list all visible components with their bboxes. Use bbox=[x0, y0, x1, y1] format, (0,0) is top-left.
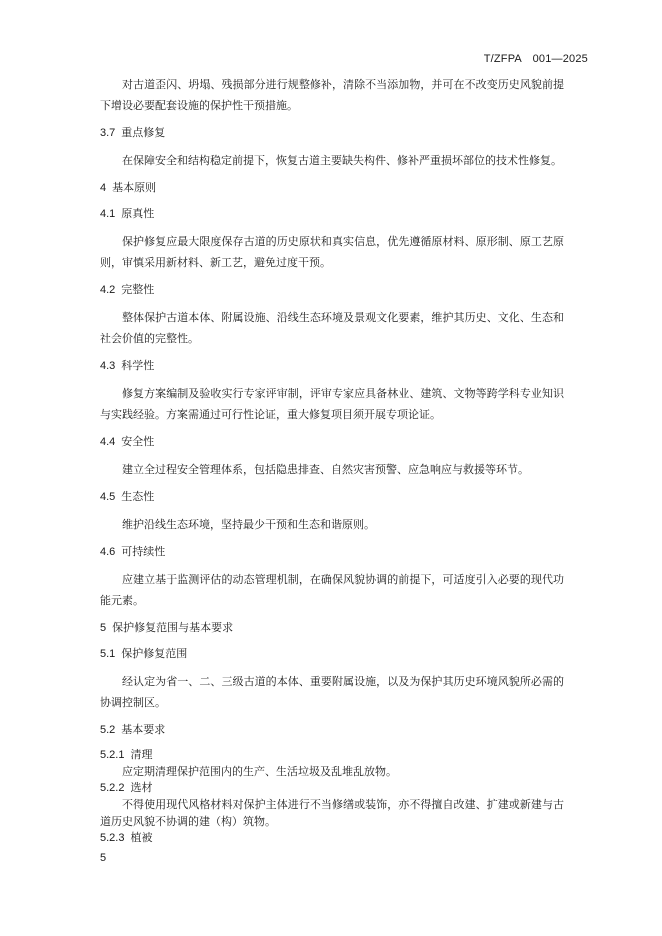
section-number: 3.7 bbox=[100, 127, 116, 139]
section-title: 科学性 bbox=[121, 360, 155, 372]
section-heading-5-1 bbox=[100, 647, 564, 661]
section-heading-4-1 bbox=[100, 207, 564, 221]
section-number: 5.1 bbox=[100, 648, 116, 660]
paragraph: 整体保护古道本体、附属设施、沿线生态环境及景观文化要素，维护其历史、文化、生态和社会价值的完整性。 bbox=[100, 311, 564, 345]
section-number: 4 bbox=[100, 182, 107, 194]
section-heading-4-5 bbox=[100, 490, 564, 504]
section-heading-4-2 bbox=[100, 283, 564, 297]
section-title: 安全性 bbox=[121, 436, 155, 448]
section-heading-5-2-1 bbox=[100, 747, 564, 763]
page-number: 5 bbox=[100, 852, 107, 864]
paragraph: 建立全过程安全管理体系，包括隐患排查、自然灾害预警、应急响应与救援等环节。 bbox=[122, 463, 529, 476]
section-heading-5-2-2 bbox=[100, 780, 564, 796]
section-heading-3-7 bbox=[100, 126, 564, 140]
section-heading-4 bbox=[100, 181, 564, 195]
paragraph: 修复方案编制及验收实行专家评审制，评审专家应具备林业、建筑、文物等跨学科专业知识与实践经验。方案需通过可行性论证，重大修复项目须开展专项论证。 bbox=[100, 387, 564, 421]
section-number: 4.1 bbox=[100, 208, 116, 220]
section-number: 5.2.2 bbox=[100, 782, 125, 794]
section-number: 5 bbox=[100, 622, 107, 634]
section-title: 重点修复 bbox=[121, 127, 166, 139]
paragraph: 保护修复应最大限度保存古道的历史原状和真实信息，优先遵循原材料、原形制、原工艺原则，审慎采用新材料、新工艺，避免过度干预。 bbox=[100, 235, 564, 269]
section-number: 5.2.1 bbox=[100, 749, 125, 761]
section-title: 植被 bbox=[130, 832, 153, 844]
section-number: 4.3 bbox=[100, 360, 116, 372]
section-number: 5.2 bbox=[100, 724, 116, 736]
section-heading-5 bbox=[100, 621, 564, 635]
section-title: 选材 bbox=[130, 782, 153, 794]
paragraph: 对古道歪闪、坍塌、残损部分进行规整修补，清除不当添加物，并可在不改变历史风貌前提下增设必要配套设施的保护性干预措施。 bbox=[100, 78, 564, 112]
section-title: 清理 bbox=[130, 749, 153, 761]
paragraph: 维护沿线生态环境，坚持最少干预和生态和谐原则。 bbox=[122, 518, 375, 531]
section-heading-5-2-3 bbox=[100, 830, 564, 846]
section-number: 4.2 bbox=[100, 284, 116, 296]
section-heading-4-3 bbox=[100, 359, 564, 373]
section-title: 完整性 bbox=[121, 284, 155, 296]
page-body bbox=[100, 74, 564, 846]
paragraph: 应定期清理保护范围内的生产、生活垃圾及乱堆乱放物。 bbox=[122, 765, 397, 778]
section-number: 4.6 bbox=[100, 546, 116, 558]
paragraph: 应建立基于监测评估的动态管理机制，在确保风貌协调的前提下，可适度引入必要的现代功能元素。 bbox=[100, 573, 564, 607]
document-code: T/ZFPA 001—2025 bbox=[483, 53, 588, 65]
paragraph: 在保障安全和结构稳定前提下，恢复古道主要缺失构件、修补严重损坏部位的技术性修复。 bbox=[122, 154, 562, 167]
section-title: 生态性 bbox=[121, 491, 155, 503]
paragraph: 经认定为省一、二、三级古道的本体、重要附属设施，以及为保护其历史环境风貌所必需的协调控制区。 bbox=[100, 675, 564, 709]
section-title: 保护修复范围 bbox=[121, 648, 188, 660]
paragraph: 不得使用现代风格材料对保护主体进行不当修缮或装饰，亦不得擅自改建、扩建或新建与古道历史风貌不协调的建（构）筑物。 bbox=[100, 798, 564, 828]
section-title: 保护修复范围与基本要求 bbox=[112, 622, 234, 634]
section-number: 4.4 bbox=[100, 436, 116, 448]
section-title: 原真性 bbox=[121, 208, 155, 220]
section-number: 5.2.3 bbox=[100, 832, 125, 844]
section-heading-4-6 bbox=[100, 545, 564, 559]
section-title: 可持续性 bbox=[121, 546, 166, 558]
section-heading-5-2 bbox=[100, 723, 564, 737]
section-title: 基本原则 bbox=[112, 182, 157, 194]
section-title: 基本要求 bbox=[121, 724, 166, 736]
section-number: 4.5 bbox=[100, 491, 116, 503]
section-heading-4-4 bbox=[100, 435, 564, 449]
